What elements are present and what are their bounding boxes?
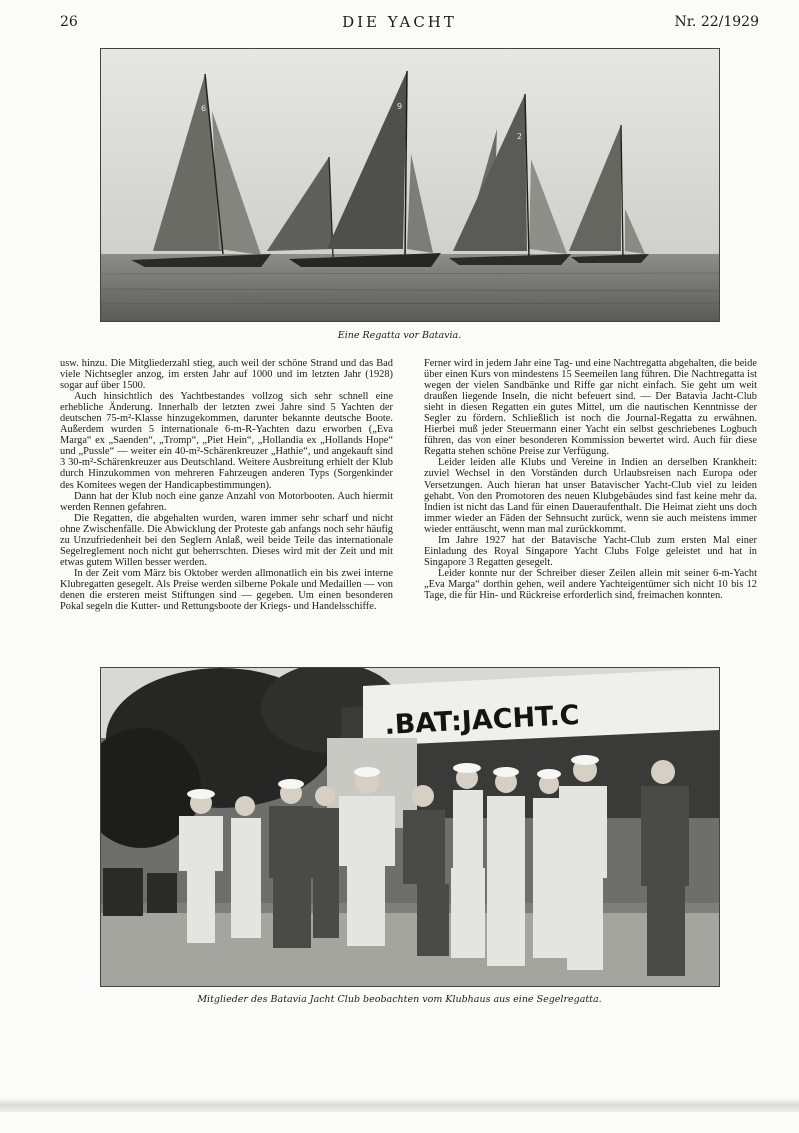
sail-number-2: 9 [397, 102, 403, 111]
article-paragraph: Im Jahre 1927 hat der Batavische Yacht-Club zum ersten Mal einer Einladung des Royal Singapore Yacht Clubs Folge geleistet und hat in Singapore 3 Regatten gesegelt. [424, 534, 757, 568]
sail-number-1: 6 [201, 104, 207, 113]
article-paragraph: Dann hat der Klub noch eine ganze Anzahl von Motorbooten. Auch hiermit werden Rennen gefahren. [60, 490, 393, 513]
regatta-photo-caption: Eine Regatta vor Batavia. [337, 330, 462, 341]
article-left-column [60, 358, 393, 612]
article-paragraph: usw. hinzu. Die Mitgliederzahl stieg, auch weil der schöne Strand und das Bad viele Nichtsegler anzog, im ersten Jahr auf 1000 und im letzten Jahr (1928) sogar auf über 1500. [60, 358, 393, 392]
page-bottom-edge [0, 1098, 799, 1112]
sail-number-3: 2 [517, 132, 523, 141]
regatta-photo [100, 48, 720, 322]
article-paragraph: Auch hinsichtlich des Yachtbestandes vollzog sich sehr schnell eine erhebliche Änderung. Innerhalb der letzten zwei Jahre sind 5 Yachten der deutschen 75-m²-Klasse hinzugekommen, darunter bekannte deutsche Boote. Außerdem wurden 5 internationale 6-m-R-Yachten dazu erworben („Eva Marga“ ex „Saenden“, „Tromp“, „Piet Hein“, „Hollandia ex „Hollands Hope“ und „Pussle“ — weiter ein 40-m²-Schärenkreuzer „Hathie“, und angekauft sind 3 30-m²-Schärenkreuzer aus Deutschland. Weitere Ausbreitung erhielt der Klub durch Hinzukommen von mehreren Fahrzeugen anderen Typs (Sorgenkinder des Komitees wegen der Handicapbestimmungen). [60, 391, 393, 491]
clubhouse-photo-caption: Mitglieder des Batavia Jacht Club beobachten vom Klubhaus aus eine Segelregatta. [197, 994, 602, 1005]
issue-number: Nr. 22/1929 [674, 14, 759, 30]
magazine-title: DIE YACHT [342, 13, 457, 31]
clubhouse-sign: .BAT:JACHT.C [383, 699, 581, 741]
article-right-column [424, 358, 757, 601]
page-number: 26 [60, 14, 78, 30]
article-paragraph: Die Regatten, die abgehalten wurden, waren immer sehr scharf und nicht ohne Zwischenfälle. Die Abwicklung der Proteste gab anfangs noch sehr häufig zu Unzufriedenheit bei den Seglern Anlaß, weil beide Teile das internationale Segelreglement noch nicht gut beherrschten. Dieses wird mit der Zeit und mit etwas gutem Willen besser werden. [60, 512, 393, 568]
article-paragraph: Ferner wird in jedem Jahr eine Tag- und eine Nachtregatta abgehalten, die beide über einen Kurs von mindestens 15 Seemeilen lang führen. Die Nachtregatta ist wegen der vielen Sandbänke und Riffe gar nicht einfach. Sie geht um weit draußen liegende Inseln, die nicht befeuert sind. — Der Batavia Jacht-Club sieht in diesen Regatten ein gutes Mittel, um die nautischen Kenntnisse der Segler zu fördern. Schließlich ist noch die Journal-Regatta zu erwähnen. Hierbei muß jeder Steuermann einer Yacht ein selbst geschriebenes Logbuch führen, das von einer besonderen Kommission bewertet wird. Auch für diese Regatta stehen schöne Preise zur Verfügung. [424, 358, 757, 458]
article-paragraph: In der Zeit vom März bis Oktober werden allmonatlich ein bis zwei interne Klubregatten gesegelt. Als Preise werden silberne Pokale und Medaillen — von denen die ersteren meist Stiftungen sind — gegeben. Um einen besonderen Pokal segeln die Kutter- und Rettungsboote der Kriegs- und Handelsschiffe. [60, 567, 393, 613]
article-paragraph: Leider konnte nur der Schreiber dieser Zeilen allein mit seiner 6-m-Yacht „Eva Marga“ dorthin gehen, weil andere Yachteigentümer sich nicht 10 bis 12 Tage, die für Hin- und Rückreise erforderlich sind, freimachen konnten. [424, 567, 757, 601]
clubhouse-photo [100, 667, 720, 987]
article-paragraph: Leider leiden alle Klubs und Vereine in Indien an derselben Krankheit: zuviel Wechsel in den Vorständen durch Urlaubsreisen nach Europa oder Versetzungen. Auch hieran hat unser Batavischer Yacht-Club viel zu leiden gehabt. Von den Promotoren des neuen Klubgebäudes sind fast keine mehr da. Indien ist nicht das Land für einen Daueraufenthalt. Die Heimat zieht uns doch immer wieder an Fäden der Sehnsucht zurück, wenn sie auch meistens immer wieder enttäuscht, wenn man mal zurückkommt. [424, 457, 757, 535]
